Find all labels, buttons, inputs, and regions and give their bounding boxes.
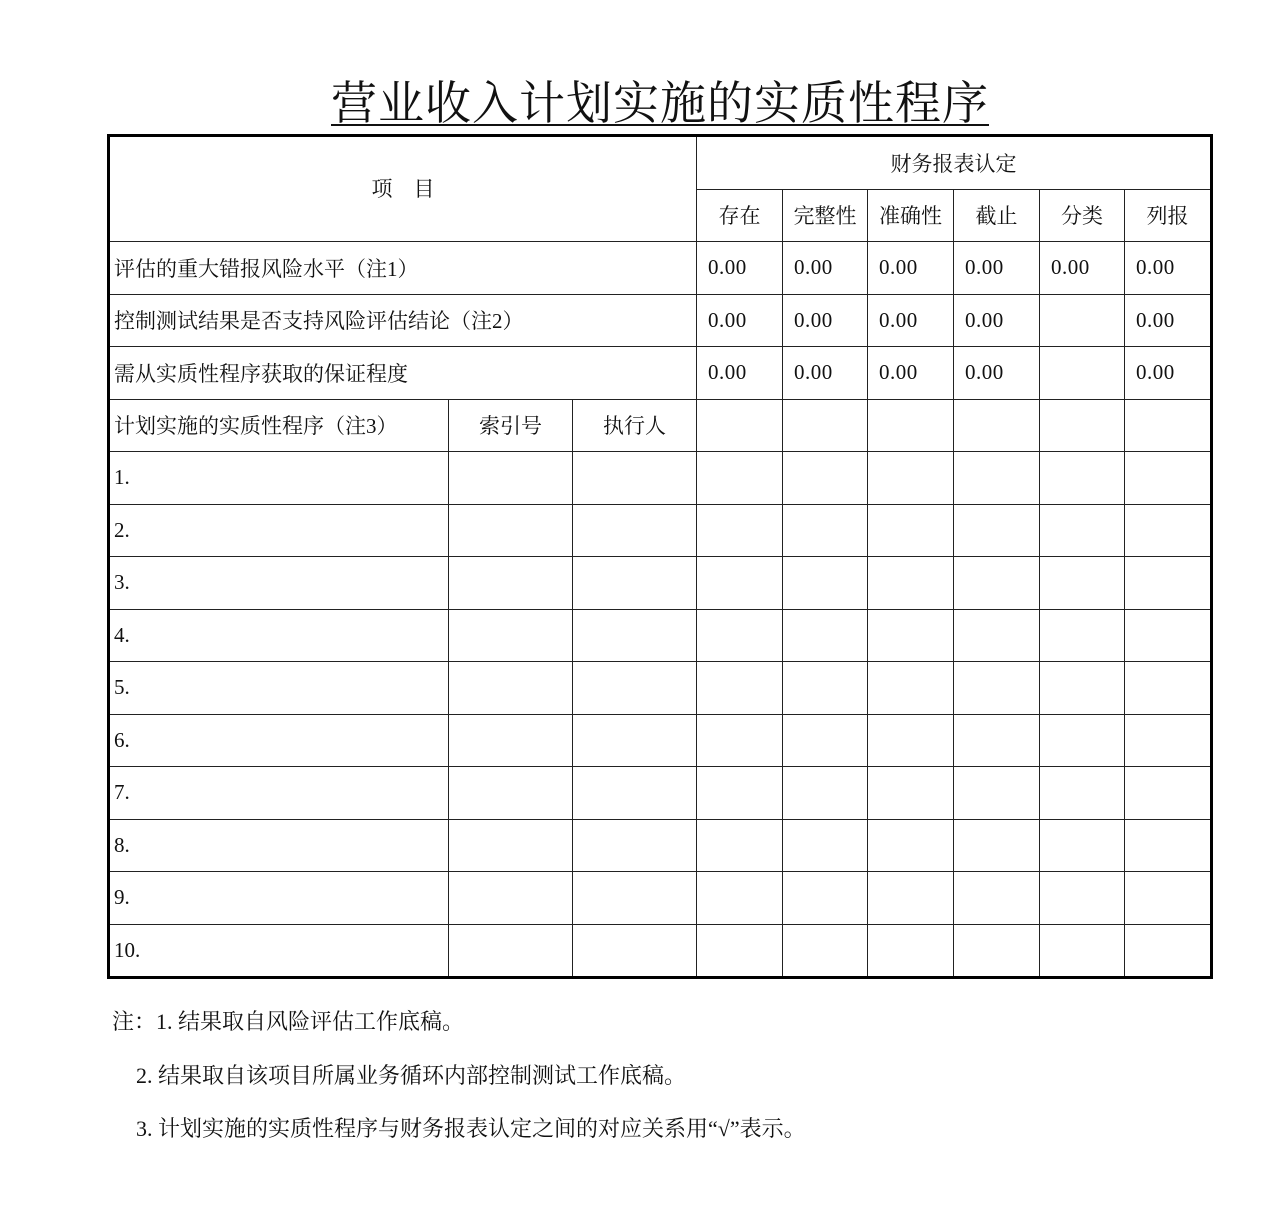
index-number-cell[interactable]: [449, 714, 573, 767]
risk-value-cell[interactable]: 0.00: [954, 294, 1040, 347]
assertion-check-cell[interactable]: [1125, 767, 1212, 820]
assertion-check-cell[interactable]: [697, 452, 783, 505]
index-number-cell[interactable]: [449, 872, 573, 925]
risk-value-cell[interactable]: 0.00: [868, 294, 954, 347]
risk-value-cell[interactable]: 0.00: [954, 347, 1040, 400]
assertion-check-cell[interactable]: [697, 714, 783, 767]
page-title: [0, 76, 1280, 132]
procedure-row: [109, 609, 1212, 662]
executor-cell[interactable]: [573, 452, 697, 505]
procedures-header-row: [109, 399, 1212, 452]
assertion-check-cell[interactable]: [954, 924, 1040, 978]
procedure-row: [109, 872, 1212, 925]
assertion-check-cell[interactable]: [697, 504, 783, 557]
procedure-number[interactable]: 1.: [109, 452, 449, 505]
risk-row: [109, 347, 1212, 400]
risk-value-cell[interactable]: 0.00: [697, 294, 783, 347]
assertion-check-cell[interactable]: [697, 924, 783, 978]
assertion-check-cell[interactable]: [783, 609, 868, 662]
assertion-check-cell[interactable]: [868, 767, 954, 820]
risk-value-cell[interactable]: [1040, 294, 1125, 347]
assertion-check-cell[interactable]: [868, 924, 954, 978]
assertion-check-cell[interactable]: [783, 767, 868, 820]
executor-cell[interactable]: [573, 557, 697, 610]
executor-cell[interactable]: [573, 872, 697, 925]
assertion-check-cell[interactable]: [783, 872, 868, 925]
index-number-header: 索引号: [449, 399, 573, 452]
assertion-check-cell[interactable]: [954, 819, 1040, 872]
risk-value-cell[interactable]: 0.00: [1125, 242, 1212, 295]
assertion-check-cell[interactable]: [868, 504, 954, 557]
assertion-check-cell[interactable]: [1125, 452, 1212, 505]
assertion-check-cell[interactable]: [1040, 819, 1125, 872]
assertion-check-cell[interactable]: [783, 504, 868, 557]
assertion-check-cell[interactable]: [868, 714, 954, 767]
assertion-check-cell[interactable]: [697, 662, 783, 715]
index-number-cell[interactable]: [449, 557, 573, 610]
executor-cell[interactable]: [573, 609, 697, 662]
procedure-number[interactable]: 7.: [109, 767, 449, 820]
procedures-header-label: 计划实施的实质性程序（注3）: [109, 399, 449, 452]
executor-cell[interactable]: [573, 662, 697, 715]
assertion-check-cell[interactable]: [1040, 714, 1125, 767]
assertion-check-cell[interactable]: [1125, 609, 1212, 662]
assertion-check-cell[interactable]: [1125, 399, 1212, 452]
risk-row-label: 评估的重大错报风险水平（注1）: [109, 242, 697, 295]
executor-cell[interactable]: [573, 819, 697, 872]
assertion-check-cell[interactable]: [954, 609, 1040, 662]
risk-value-cell[interactable]: 0.00: [1040, 242, 1125, 295]
assertion-check-cell[interactable]: [1125, 714, 1212, 767]
assertion-check-cell[interactable]: [1040, 662, 1125, 715]
notes-section: [112, 995, 806, 1156]
assertion-check-cell[interactable]: [954, 557, 1040, 610]
procedure-number[interactable]: 5.: [109, 662, 449, 715]
procedure-row: [109, 924, 1212, 978]
assertion-check-cell[interactable]: [1040, 452, 1125, 505]
assertion-check-cell[interactable]: [1040, 557, 1125, 610]
assertion-check-cell[interactable]: [697, 872, 783, 925]
assertion-header-accuracy: 准确性: [868, 189, 954, 242]
assertion-check-cell[interactable]: [1125, 924, 1212, 978]
assertion-check-cell[interactable]: [697, 609, 783, 662]
procedure-number[interactable]: 10.: [109, 924, 449, 978]
assertion-check-cell[interactable]: [868, 872, 954, 925]
procedure-row: [109, 557, 1212, 610]
risk-value-cell[interactable]: 0.00: [783, 242, 868, 295]
risk-value-cell[interactable]: 0.00: [868, 347, 954, 400]
index-number-cell[interactable]: [449, 767, 573, 820]
assertion-check-cell[interactable]: [868, 819, 954, 872]
page-title-text: 营业收入计划实施的实质性程序: [331, 78, 989, 129]
assertion-check-cell[interactable]: [1125, 662, 1212, 715]
assertion-check-cell[interactable]: [1040, 399, 1125, 452]
assertion-check-cell[interactable]: [783, 399, 868, 452]
executor-cell[interactable]: [573, 504, 697, 557]
substantive-procedures-table: [107, 134, 1213, 979]
risk-value-cell[interactable]: 0.00: [954, 242, 1040, 295]
assertion-check-cell[interactable]: [1125, 557, 1212, 610]
procedure-row: [109, 504, 1212, 557]
risk-value-cell[interactable]: [1040, 347, 1125, 400]
assertion-check-cell[interactable]: [868, 609, 954, 662]
risk-row-label: 需从实质性程序获取的保证程度: [109, 347, 697, 400]
assertion-header-completeness: 完整性: [783, 189, 868, 242]
assertion-check-cell[interactable]: [783, 924, 868, 978]
assertion-check-cell[interactable]: [697, 767, 783, 820]
risk-row-label: 控制测试结果是否支持风险评估结论（注2）: [109, 294, 697, 347]
assertion-check-cell[interactable]: [954, 872, 1040, 925]
item-header-cell: 项 目: [109, 136, 697, 242]
index-number-cell[interactable]: [449, 819, 573, 872]
assertion-check-cell[interactable]: [697, 399, 783, 452]
assertion-check-cell[interactable]: [697, 819, 783, 872]
assertion-header-presentation: 列报: [1125, 189, 1212, 242]
procedure-number[interactable]: 9.: [109, 872, 449, 925]
executor-cell[interactable]: [573, 924, 697, 978]
assertion-header-classification: 分类: [1040, 189, 1125, 242]
procedure-row: [109, 767, 1212, 820]
assertion-header-existence: 存在: [697, 189, 783, 242]
risk-row: [109, 242, 1212, 295]
risk-value-cell[interactable]: 0.00: [697, 242, 783, 295]
index-number-cell[interactable]: [449, 662, 573, 715]
assertion-check-cell[interactable]: [783, 662, 868, 715]
risk-value-cell[interactable]: 0.00: [1125, 294, 1212, 347]
procedure-row: [109, 714, 1212, 767]
assertion-check-cell[interactable]: [954, 714, 1040, 767]
index-number-cell[interactable]: [449, 924, 573, 978]
note-2: 2. 结果取自该项目所属业务循环内部控制测试工作底稿。: [136, 1062, 687, 1088]
assertion-check-cell[interactable]: [783, 452, 868, 505]
procedure-number[interactable]: 6.: [109, 714, 449, 767]
procedure-row: [109, 819, 1212, 872]
assertion-check-cell[interactable]: [783, 557, 868, 610]
procedure-number[interactable]: 3.: [109, 557, 449, 610]
index-number-cell[interactable]: [449, 452, 573, 505]
assertion-check-cell[interactable]: [954, 504, 1040, 557]
assertion-check-cell[interactable]: [1125, 504, 1212, 557]
risk-value-cell[interactable]: 0.00: [783, 347, 868, 400]
assertion-header-cutoff: 截止: [954, 189, 1040, 242]
procedure-number[interactable]: 4.: [109, 609, 449, 662]
procedure-number[interactable]: 8.: [109, 819, 449, 872]
assertion-check-cell[interactable]: [868, 452, 954, 505]
assertion-check-cell[interactable]: [954, 452, 1040, 505]
assertion-check-cell[interactable]: [868, 399, 954, 452]
assertion-check-cell[interactable]: [1125, 819, 1212, 872]
index-number-cell[interactable]: [449, 609, 573, 662]
note-1: 注：1. 结果取自风险评估工作底稿。: [112, 1009, 465, 1034]
assertion-check-cell[interactable]: [868, 662, 954, 715]
assertion-check-cell[interactable]: [1040, 504, 1125, 557]
assertion-check-cell[interactable]: [1040, 872, 1125, 925]
procedure-number[interactable]: 2.: [109, 504, 449, 557]
assertion-check-cell[interactable]: [954, 767, 1040, 820]
risk-value-cell[interactable]: 0.00: [783, 294, 868, 347]
executor-cell[interactable]: [573, 767, 697, 820]
risk-value-cell[interactable]: 0.00: [1125, 347, 1212, 400]
assertion-check-cell[interactable]: [697, 557, 783, 610]
assertion-check-cell[interactable]: [954, 399, 1040, 452]
procedure-row: [109, 662, 1212, 715]
risk-value-cell[interactable]: 0.00: [697, 347, 783, 400]
assertion-check-cell[interactable]: [868, 557, 954, 610]
assertion-check-cell[interactable]: [783, 819, 868, 872]
assertion-check-cell[interactable]: [1125, 872, 1212, 925]
index-number-cell[interactable]: [449, 504, 573, 557]
executor-cell[interactable]: [573, 714, 697, 767]
procedure-row: [109, 452, 1212, 505]
assertion-check-cell[interactable]: [954, 662, 1040, 715]
assertions-group-header: 财务报表认定: [697, 136, 1212, 190]
assertion-check-cell[interactable]: [783, 714, 868, 767]
risk-row: [109, 294, 1212, 347]
assertion-check-cell[interactable]: [1040, 924, 1125, 978]
note-3: 3. 计划实施的实质性程序与财务报表认定之间的对应关系用“√”表示。: [136, 1116, 806, 1141]
assertion-check-cell[interactable]: [1040, 767, 1125, 820]
risk-value-cell[interactable]: 0.00: [868, 242, 954, 295]
executor-header: 执行人: [573, 399, 697, 452]
assertion-check-cell[interactable]: [1040, 609, 1125, 662]
